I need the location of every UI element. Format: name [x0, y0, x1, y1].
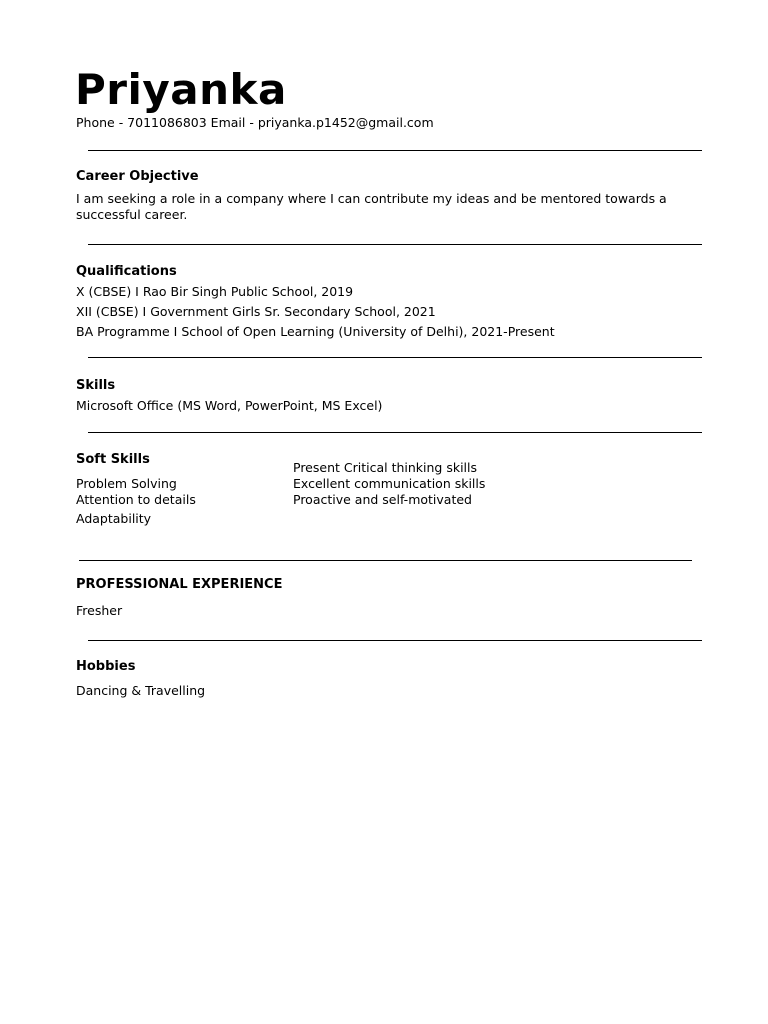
contact-info: Phone - 7011086803 Email - priyanka.p1452@gmail.com — [76, 115, 434, 130]
skills-heading: Skills — [76, 378, 116, 393]
career-objective-text: I am seeking a role in a company where I can contribute my ideas and be mentored towards a successful career. — [76, 191, 667, 222]
soft-skill-item: Problem Solving — [76, 476, 177, 491]
soft-skill-item: Proactive and self-motivated — [293, 492, 472, 507]
resume-name: Priyanka — [75, 65, 287, 114]
qualification-item: BA Programme I School of Open Learning (University of Delhi), 2021-Present — [76, 324, 555, 339]
experience-heading: PROFESSIONAL EXPERIENCE — [76, 577, 283, 592]
experience-text: Fresher — [76, 603, 123, 618]
soft-skill-item: Attention to details — [76, 492, 196, 507]
qualification-item: XII (CBSE) I Government Girls Sr. Secondary School, 2021 — [76, 304, 436, 319]
divider — [88, 150, 702, 151]
soft-skill-item: Adaptability — [76, 511, 152, 526]
divider — [88, 244, 702, 245]
qualification-item: X (CBSE) I Rao Bir Singh Public School, 2019 — [76, 284, 354, 299]
skills-text: Microsoft Office (MS Word, PowerPoint, MS Excel) — [76, 398, 383, 413]
soft-skill-item: Present Critical thinking skills — [293, 460, 478, 475]
soft-skills-heading: Soft Skills — [76, 452, 150, 467]
career-objective-heading: Career Objective — [76, 169, 199, 184]
hobbies-text: Dancing & Travelling — [76, 683, 206, 698]
divider — [88, 640, 702, 641]
divider — [88, 432, 702, 433]
divider — [88, 357, 702, 358]
divider — [79, 560, 692, 561]
qualifications-heading: Qualifications — [76, 264, 177, 279]
hobbies-heading: Hobbies — [76, 659, 136, 674]
soft-skill-item: Excellent communication skills — [293, 476, 486, 491]
